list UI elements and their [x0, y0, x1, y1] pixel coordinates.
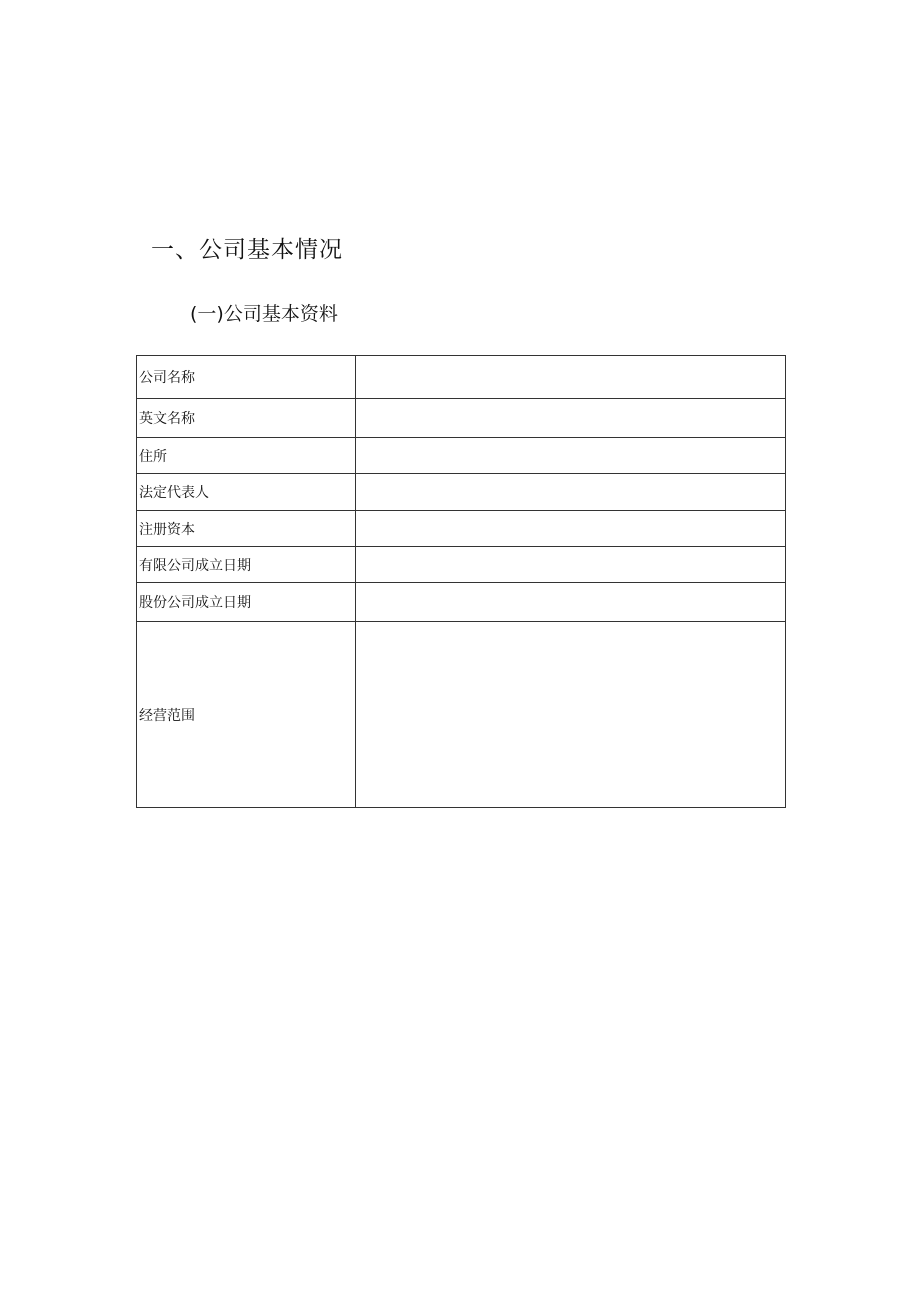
- row-value-legal-representative: [356, 474, 786, 511]
- table-row: [137, 399, 786, 438]
- section-title: 一、公司基本情况: [151, 237, 343, 263]
- row-label-address: 住所: [137, 438, 356, 474]
- table-row: [137, 622, 786, 808]
- table-row: [137, 356, 786, 399]
- row-label-legal-representative: 法定代表人: [137, 474, 356, 511]
- table-row: [137, 438, 786, 474]
- table-row: [137, 511, 786, 547]
- table-row: [137, 583, 786, 622]
- table-row: [137, 474, 786, 511]
- row-label-llc-established-date: 有限公司成立日期: [137, 547, 356, 583]
- row-value-address: [356, 438, 786, 474]
- row-label-english-name: 英文名称: [137, 399, 356, 438]
- row-value-business-scope: [356, 622, 786, 808]
- row-value-english-name: [356, 399, 786, 438]
- row-label-registered-capital: 注册资本: [137, 511, 356, 547]
- row-value-llc-established-date: [356, 547, 786, 583]
- row-value-company-name: [356, 356, 786, 399]
- row-value-joint-stock-established-date: [356, 583, 786, 622]
- row-label-business-scope: 经营范围: [137, 622, 356, 808]
- row-label-joint-stock-established-date: 股份公司成立日期: [137, 583, 356, 622]
- row-value-registered-capital: [356, 511, 786, 547]
- table-row: [137, 547, 786, 583]
- company-info-table: [136, 355, 786, 808]
- row-label-company-name: 公司名称: [137, 356, 356, 399]
- subsection-title: (一)公司基本资料: [190, 303, 338, 325]
